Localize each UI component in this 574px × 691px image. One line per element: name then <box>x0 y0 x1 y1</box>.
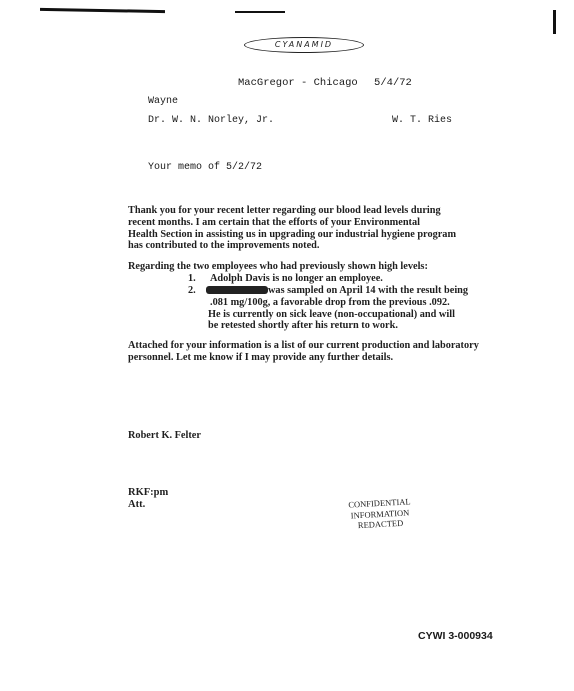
list-item-2-lead: was sampled on April 14 with the result being <box>268 285 469 296</box>
paragraph-line: personnel. Let me know if I may provide any further details. <box>128 351 394 363</box>
redaction-bar <box>206 286 268 294</box>
attachment-note: Att. <box>128 499 146 510</box>
list-item-2 <box>206 285 468 332</box>
location-line <box>238 77 412 89</box>
paragraph-2-intro: Regarding the two employees who had previously shown high levels: <box>128 261 428 272</box>
stamp-line: INFORMATION <box>350 506 410 521</box>
paragraph-line: has contributed to the improvements noted. <box>128 240 320 252</box>
list-number-1: 1. <box>188 273 196 284</box>
paragraph-line: recent months. I am certain that the efforts of your Environmental <box>128 216 420 228</box>
paragraph-1 <box>128 205 456 252</box>
memo-reference: Your memo of 5/2/72 <box>148 162 263 173</box>
confidential-stamp <box>339 496 421 532</box>
scan-mark-left <box>40 8 165 13</box>
paragraph-line: Attached for your information is a list of our current production and laboratory <box>128 340 479 351</box>
list-item-2-line: He is currently on sick leave (non-occupational) and will <box>208 308 455 320</box>
list-number-2: 2. <box>188 285 196 296</box>
cc-name: Wayne <box>148 96 179 107</box>
cyanamid-logo: CYANAMID <box>244 37 364 53</box>
list-item-2-line: be retested shortly after his return to work. <box>208 320 398 332</box>
typist-initials: RKF:pm <box>128 487 169 498</box>
stamp-line: REDACTED <box>357 517 404 531</box>
addressee: Dr. W. N. Norley, Jr. <box>148 115 275 126</box>
paragraph-line: Thank you for your recent letter regarding our blood lead levels during <box>128 205 441 216</box>
sender: W. T. Ries <box>392 115 453 126</box>
stamp-line: CONFIDENTIAL <box>348 496 411 510</box>
paragraph-line: Health Section in assisting us in upgrading our industrial hygiene program <box>128 228 457 240</box>
list-item-2-lead-line <box>206 285 468 297</box>
location: MacGregor - Chicago <box>238 77 358 89</box>
paragraph-3 <box>128 340 479 364</box>
page-corner-mark <box>553 10 556 34</box>
scan-mark-mid <box>235 11 285 13</box>
memo-date: 5/4/72 <box>374 77 412 89</box>
list-item-1: Adolph Davis is no longer an employee. <box>210 273 383 284</box>
list-item-2-line: .081 mg/100g, a favorable drop from the previous .092. <box>210 296 450 308</box>
bates-number: CYWI 3-000934 <box>418 630 493 642</box>
signature: Robert K. Felter <box>128 430 201 441</box>
